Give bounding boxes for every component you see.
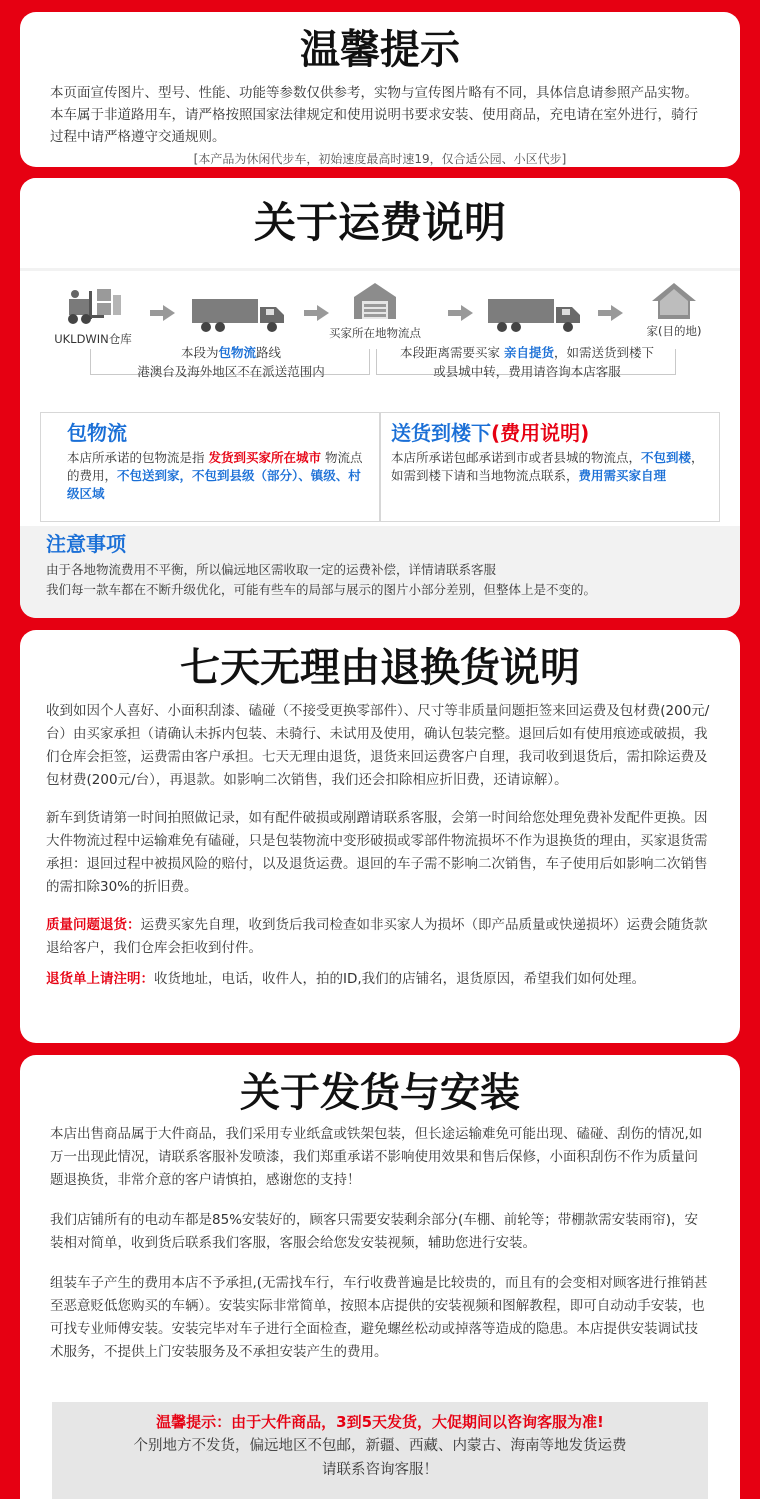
tips-card — [20, 12, 740, 167]
notice-line-2: 我们每一款车都在不断升级优化，可能有些车的局部与展示的图片小部分差别，但整体上是不变的。 — [46, 582, 597, 597]
package-logistics-box — [40, 412, 380, 522]
deliver-downstairs-text: 本店所承诺包邮承诺到市或者县城的物流点，不包到楼，如需到楼下请和当地物流点联系，费用需买家自理 — [391, 450, 704, 483]
segment-2-text: 本段距离需要买家 亲自提货，如需送货到楼下 或县城中转，费用请咨询本店客服 — [399, 345, 654, 379]
home-node — [632, 281, 716, 339]
returns-para-2: 新车到货请第一时间拍照做记录，如有配件破损或剐蹭请联系客服，会第一时间给您处理免费补发配件更换。因大件物流过程中运输难免有磕碰，只是包装物流中变形破损或零部件物流损坏不作为退换货的理由，买家退货需承担：退回过程中被损风险的赔付，以及退货运费。退回的车子需不影响二次销售，车子使用后如影响二次销售的需扣除30%的折旧费。 — [46, 810, 708, 895]
warehouse-building-icon — [350, 279, 400, 323]
shipping-card — [20, 178, 740, 618]
shipping-title: 关于运费说明 — [253, 198, 506, 247]
arrow-right-icon — [598, 305, 624, 321]
returns-para-1: 收到如因个人喜好、小面积刮漆、磕碰（不接受更换零部件）、尺寸等非质量问题拒签来回运费及包材费(200元/台）由买家承担（请确认未拆内包装、未骑行、未试用及使用，确认包装完整。退回后如有使用痕迹或破损，我们仓库会拒签，运费需由客户承担。七天无理由退货，退货来回运费客户自理，我司收到退货后，需扣除运费及包材费(200元/台），再退款。如影响二次销售，我们还会扣除相应折旧费，还请谅解）。 — [46, 703, 710, 788]
shipping-tip-headline: 温馨提示：由于大件商品，3到5天发货，大促期间以咨询客服为准! — [156, 1413, 604, 1431]
shipping-tip-line-2: 个别地方不发货，偏远地区不包邮，新疆、西藏、内蒙古、海南等地发货运费 — [133, 1438, 627, 1454]
warehouse-node — [38, 285, 148, 347]
segment-1-text: 本段为包物流路线 港澳台及海外地区不在派送范围内 — [137, 345, 325, 379]
forklift-icon — [61, 285, 125, 329]
home-label: 家(目的地) — [646, 324, 702, 338]
tips-body: 本页面宣传图片、型号、性能、功能等参数仅供参考，实物与宣传图片略有不同，具体信息请参照产品实物。本车属于非道路用车，请严格按照国家法律规定和使用说明书要求安装、使用商品，充电请在室外进行，骑行过程中请严格遵守交通规则。 — [50, 85, 698, 145]
returns-card — [20, 630, 740, 1043]
quality-return-label: 质量问题退货： — [46, 917, 141, 933]
install-para-2: 我们店铺所有的电动车都是85%安装好的，顾客只需要安装剩余部分(车棚、前轮等；带棚款需安装雨帘)，安装相对简单，收到货后联系我们客服，客服会给您发安装视频，辅助您进行安装。 — [50, 1212, 699, 1251]
deliver-downstairs-box — [380, 412, 720, 522]
return-form-para: 退货单上请注明：收货地址，电话，收件人，拍的ID,我们的店铺名，退货原因，希望我们如何处理。 — [46, 971, 646, 987]
tips-note: [本产品为休闲代步车，初始速度最高时速19，仅合适公园、小区代步] — [193, 152, 567, 166]
notice-section — [20, 526, 740, 618]
notice-heading: 注意事项 — [46, 532, 126, 556]
arrow-right-icon — [448, 305, 474, 321]
returns-title: 七天无理由退换货说明 — [180, 645, 580, 691]
truck-icon — [484, 295, 584, 335]
package-logistics-heading: 包物流 — [67, 421, 127, 445]
logistics-point-label: 买家所在地物流点 — [329, 326, 421, 340]
tips-title: 温馨提示 — [300, 27, 460, 73]
install-title: 关于发货与安装 — [240, 1070, 520, 1116]
arrow-right-icon — [150, 305, 176, 321]
return-form-label: 退货单上请注明： — [46, 971, 154, 987]
logistics-point-node — [320, 279, 430, 341]
warehouse-label: UKLDWIN仓库 — [54, 332, 132, 346]
install-para-1: 本店出售商品属于大件商品，我们采用专业纸盒或铁架包装，但长途运输难免可能出现、磕碰、刮伤的情况,如万一出现此情况，请联系客服补发喷漆，我们郑重承诺不影响使用效果和售后保修，小面积刮伤不作为质量问题退换货，非常介意的客户请慎拍，感谢您的支持！ — [50, 1126, 703, 1188]
deliver-downstairs-heading: 送货到楼下(费用说明) — [391, 421, 590, 445]
house-icon — [650, 281, 698, 321]
shipping-tip-line-3: 请联系咨询客服！ — [322, 1462, 438, 1478]
quality-return-para: 质量问题退货：运费买家先自理，收到货后我司检查如非买家人为损坏（即产品质量或快递损坏）运费会随货款退给客户，我们仓库会拒收到付件。 — [46, 917, 708, 956]
truck-icon — [188, 295, 288, 335]
shipping-tip-box — [52, 1402, 708, 1499]
truck-node-2 — [484, 295, 588, 335]
package-logistics-text: 本店所承诺的包物流是指 发货到买家所在城市 物流点的费用，不包送到家，不包到县级（部分）、镇级、村级区域 — [67, 450, 363, 501]
install-card — [20, 1055, 740, 1499]
install-para-3: 组装车子产生的费用本店不予承担,(无需找车行，车行收费普遍是比较贵的，而且有的会变相对顾客进行推销甚至恶意贬低您购买的车辆）。安装实际非常简单，按照本店提供的安装视频和图解教程，即可自动动手安装，也可找专业师傅安装。安装完毕对车子进行全面检查，避免螺丝松动或掉落等造成的隐患。本店提供安装调试技术服务，不提供上门安装服务及不承担安装产生的费用。 — [50, 1275, 708, 1360]
truck-node-1 — [188, 295, 292, 335]
notice-line-1: 由于各地物流费用不平衡，所以偏远地区需收取一定的运费补偿，详情请联系客服 — [46, 562, 497, 577]
